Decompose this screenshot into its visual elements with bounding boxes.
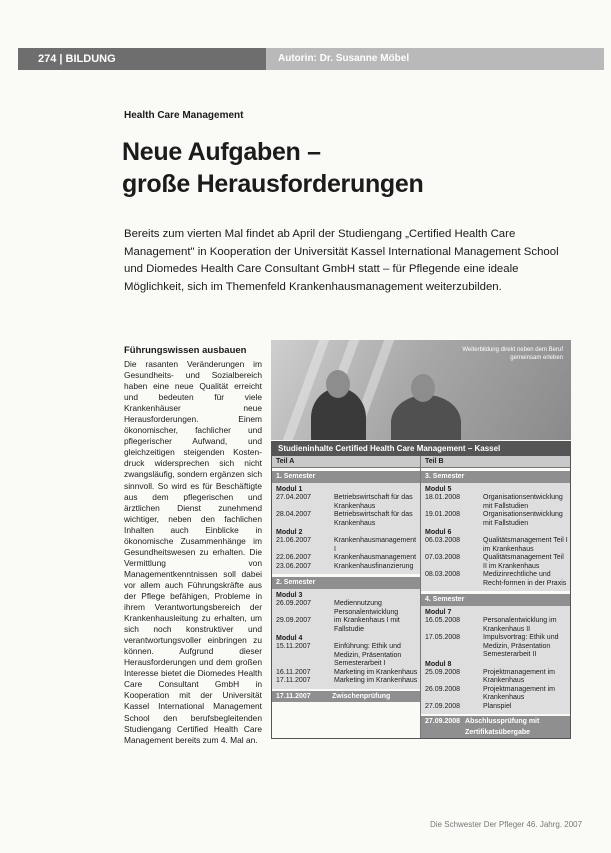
module-label: Modul 7	[425, 609, 452, 616]
row-text: Krankenhausfinanzierung	[334, 562, 414, 570]
exam-text: Zwischenprüfung	[332, 692, 391, 700]
row-date: 27.09.2008	[425, 702, 461, 710]
row-text: im Krankenhaus I mit Fallstudie	[334, 617, 400, 633]
row-text: Mediennutzung Personalentwicklung	[334, 600, 399, 616]
photo-caption: Weiterbildung direkt neben dem Beruf gemeinsam erleben	[462, 347, 563, 361]
row-text: Marketing im Krankenhaus	[334, 677, 418, 684]
table-row	[421, 703, 570, 712]
module-label: Modul 3	[276, 592, 303, 599]
table-row	[272, 669, 420, 678]
table-part-label: Teil A	[272, 456, 420, 468]
module-label: Modul 5	[425, 486, 452, 493]
section-label: 274 | BILDUNG	[18, 48, 266, 70]
page-footer: Die Schwester Der Pfleger 46. Jahrg. 2007	[430, 820, 583, 829]
row-date: 15.11.2007	[276, 643, 311, 650]
table-row	[421, 554, 570, 571]
row-text: Organisationsentwicklung mit Fallstudien	[483, 494, 563, 510]
article-body: Die rasanten Veränderungen im Gesundheits- und Sozialbereich haben eine neue Qualität erreicht und bedeuten für viele Krankenhäuser neue Herausforderungen. Einem ökonomischer, fachlicher und pflegerischer Aufwand, und gleichzeitigen steigenden Kosten-druck widersprechen sich nicht zwangsläufig, sondern ergänzen sich sinnvoll. So wird es für Beschäftigte aus dem pflegerischen und ärztlichen Dienst zunehmend wichtiger, neben den fachlichen Inhalten auch Einblicke in ökonomische Zusammenhänge im Gesundheitswesen zu erhalten. Die Vermittlung von Managementkenntnissen soll dabei vor allem auch Führungskräfte aus der Pflege befähigen, Probleme in ihrem Verantwortungsbereich der Krankenhausleitung zu erhalten, um sich noch konstruktiver und verantwortungsvoller einbringen zu können. Aufgrund dieser Herausforderungen und dem großen Interesse bietet die Diomedes Health Care Consultant GmbH in Kooperation mit der Universität Kassel International Management School den berufsbegleitenden Studiengang Certified Health Care Management bereits zum 4. Mal an.	[124, 359, 262, 745]
semester-section	[421, 483, 570, 591]
article-kicker: Health Care Management	[124, 110, 244, 121]
semester-label: 2. Semester	[272, 577, 420, 589]
semester-section	[272, 483, 420, 574]
table-row	[272, 563, 420, 572]
exam-text: Abschlussprüfung mit Zertifikatsübergabe	[465, 718, 540, 736]
semester-label: 3. Semester	[421, 471, 570, 483]
photo-person-man	[391, 395, 461, 440]
table-row	[272, 554, 420, 563]
table-row	[421, 686, 570, 703]
article-subheading: Führungswissen ausbauen	[124, 345, 247, 356]
page-header	[18, 48, 604, 70]
article-photo	[271, 340, 571, 440]
row-text: Organisationsentwicklung mit Fallstudien	[483, 511, 563, 527]
table-column	[421, 456, 570, 738]
table-part-label: Teil B	[421, 456, 570, 468]
table-row	[421, 617, 570, 634]
row-text: Projektmanagement im Krankenhaus	[483, 668, 555, 684]
row-date: 25.09.2008	[425, 668, 461, 676]
table-grid	[272, 456, 570, 738]
row-text: Betriebswirtschaft für das Krankenhaus	[334, 511, 413, 527]
row-text: Medizinrechtliche und Recht-formen in der Praxis	[483, 571, 567, 587]
row-date: 08.03.2008	[425, 571, 461, 578]
table-row	[272, 511, 420, 528]
article-title	[122, 136, 423, 200]
semester-label: 4. Semester	[421, 594, 570, 606]
exam-row	[272, 691, 420, 702]
row-date: 21.06.2007	[276, 537, 312, 544]
module-label: Modul 4	[276, 635, 303, 642]
table-row	[421, 494, 570, 511]
row-text: Einführung: Ethik und Medizin, Präsentation Semesterarbeit I	[334, 643, 402, 667]
row-date: 19.01.2008	[425, 511, 461, 518]
table-row	[421, 634, 570, 660]
row-text: Qualitätsmanagement Teil I im Krankenhaus	[483, 537, 568, 553]
row-date: 28.04.2007	[276, 511, 312, 518]
table-column	[272, 456, 421, 738]
module-label: Modul 1	[276, 486, 303, 493]
row-text: Krankenhausmanagement	[334, 554, 417, 561]
semester-section	[421, 606, 570, 714]
row-date: 17.05.2008	[425, 634, 461, 641]
row-date: 06.03.2008	[425, 537, 461, 544]
table-row	[272, 600, 420, 617]
row-text: Planspiel	[483, 702, 512, 710]
table-row	[272, 537, 420, 554]
row-date: 18.01.2008	[425, 494, 461, 501]
author-label: Autorin: Dr. Susanne Möbel	[266, 48, 604, 70]
row-date: 29.09.2007	[276, 617, 312, 624]
curriculum-table	[271, 441, 571, 739]
module-label: Modul 2	[276, 529, 303, 536]
table-row	[421, 537, 570, 554]
table-row	[272, 643, 420, 669]
article-lead: Bereits zum vierten Mal findet ab April der Studiengang „Certified Health Care Management" in Kooperation der Universität Kassel International Management School und Diomedes Health Care Consultant GmbH statt – für Pflegende eine ideale Möglichkeit, sich im Themenfeld Krankenhausmanagement weiterzubilden.	[124, 228, 559, 293]
row-text: Personalentwicklung im Krankenhaus II	[483, 617, 557, 633]
table-row	[421, 669, 570, 686]
row-text: Betriebswirtschaft für das Krankenhaus	[334, 494, 413, 510]
module-label: Modul 8	[425, 660, 452, 668]
exam-row	[421, 716, 570, 738]
row-text: Krankenhausmanagement I	[334, 537, 417, 553]
exam-date: 27.09.2008	[425, 718, 461, 725]
row-date: 17.11.2007	[276, 677, 311, 684]
row-date: 23.06.2007	[276, 562, 312, 570]
title-line-1: Neue Aufgaben –	[122, 138, 321, 166]
table-row	[421, 511, 570, 528]
row-text: Projektmanagement im Krankenhaus	[483, 685, 555, 701]
photo-face-woman	[326, 370, 350, 398]
row-date: 07.03.2008	[425, 554, 461, 561]
row-text: Impulsvortrag: Ethik und Medizin, Präsentation Semesterarbeit II	[483, 634, 559, 658]
row-date: 26.09.2008	[425, 685, 461, 693]
title-line-2: große Herausforderungen	[122, 170, 424, 198]
module-label: Modul 6	[425, 529, 452, 536]
row-date: 22.06.2007	[276, 554, 312, 561]
table-row	[421, 571, 570, 588]
row-date: 16.05.2008	[425, 617, 461, 624]
photo-face-man	[411, 374, 435, 402]
exam-date: 17.11.2007	[276, 692, 311, 700]
semester-label: 1. Semester	[272, 471, 420, 483]
row-text: Marketing im Krankenhaus	[334, 668, 418, 676]
table-row	[272, 617, 420, 634]
row-text: Qualitätsmanagement Teil II im Krankenhaus	[483, 554, 564, 570]
row-date: 26.09.2007	[276, 600, 312, 607]
table-row	[272, 677, 420, 686]
table-row	[272, 494, 420, 511]
row-date: 16.11.2007	[276, 668, 311, 676]
row-date: 27.04.2007	[276, 494, 312, 501]
semester-section	[272, 589, 420, 689]
table-title: Studieninhalte Certified Health Care Management – Kassel	[272, 442, 570, 456]
